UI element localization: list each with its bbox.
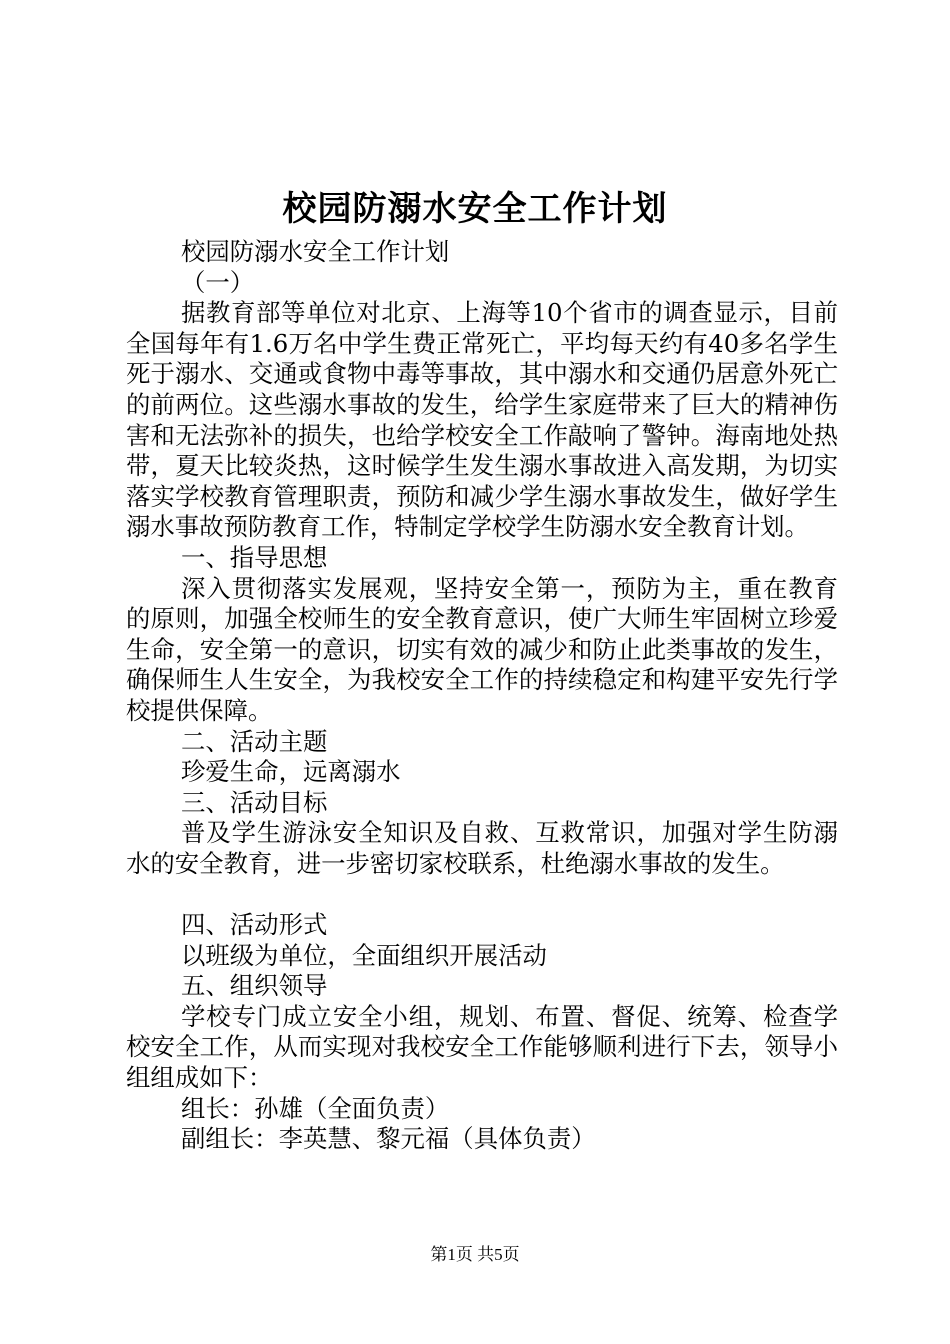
leader-line: 组长：孙雄（全面负责）	[181, 1093, 450, 1123]
section-text-goal: 普及学生游泳安全知识及自救、互救常识，加强对学生防溺水的安全教育，进一步密切家校联系，杜绝溺水事故的发生。	[126, 818, 838, 878]
document-body	[126, 237, 838, 1155]
section-text-org: 学校专门成立安全小组，规划、布置、督促、统筹、检查学校安全工作，从而实现对我校安全工作能够顺利进行下去，领导小组组成如下：	[126, 1001, 838, 1093]
page-footer: 第1页 共5页	[430, 1245, 520, 1264]
vice-leader-line: 副组长：李英慧、黎元福（具体负责）	[181, 1124, 596, 1154]
section-heading-org: 五、组织领导	[181, 971, 328, 1001]
section-heading-theme: 二、活动主题	[181, 726, 328, 756]
section-heading-goal: 三、活动目标	[181, 787, 328, 817]
document-subtitle: 校园防溺水安全工作计划	[181, 237, 450, 266]
section-text-guiding: 深入贯彻落实发展观，坚持安全第一，预防为主，重在教育的原则，加强全校师生的安全教育意识，使广大师生牢固树立珍爱生命，安全第一的意识，切实有效的减少和防止此类事故的发生，确保师生人生安全，为我校安全工作的持续稳定和构建平安先行学校提供保障。	[126, 573, 838, 725]
document-title: 校园防溺水安全工作计划	[282, 189, 668, 229]
section-text-theme: 珍爱生命，远离溺水	[181, 757, 401, 787]
section-heading-guiding: 一、指导思想	[181, 542, 328, 572]
section-heading-form: 四、活动形式	[181, 910, 328, 940]
intro-paragraph: 据教育部等单位对北京、上海等10个省市的调查显示，目前全国每年有1.6万名中学生费正常死亡，平均每天约有40多名学生死于溺水、交通或食物中毒等事故，其中溺水和交通仍居意外死亡的前两位。这些溺水事故的发生，给学生家庭带来了巨大的精神伤害和无法弥补的损失，也给学校安全工作敲响了警钟。海南地处热带，夏天比较炎热，这时候学生发生溺水事故进入高发期，为切实落实学校教育管理职责，预防和减少学生溺水事故发生，做好学生溺水事故预防教育工作，特制定学校学生防溺水安全教育计划。	[126, 298, 838, 542]
section-text-form: 以班级为单位，全面组织开展活动	[181, 940, 547, 970]
blank-line	[126, 879, 838, 910]
part-label: （一）	[181, 267, 255, 297]
